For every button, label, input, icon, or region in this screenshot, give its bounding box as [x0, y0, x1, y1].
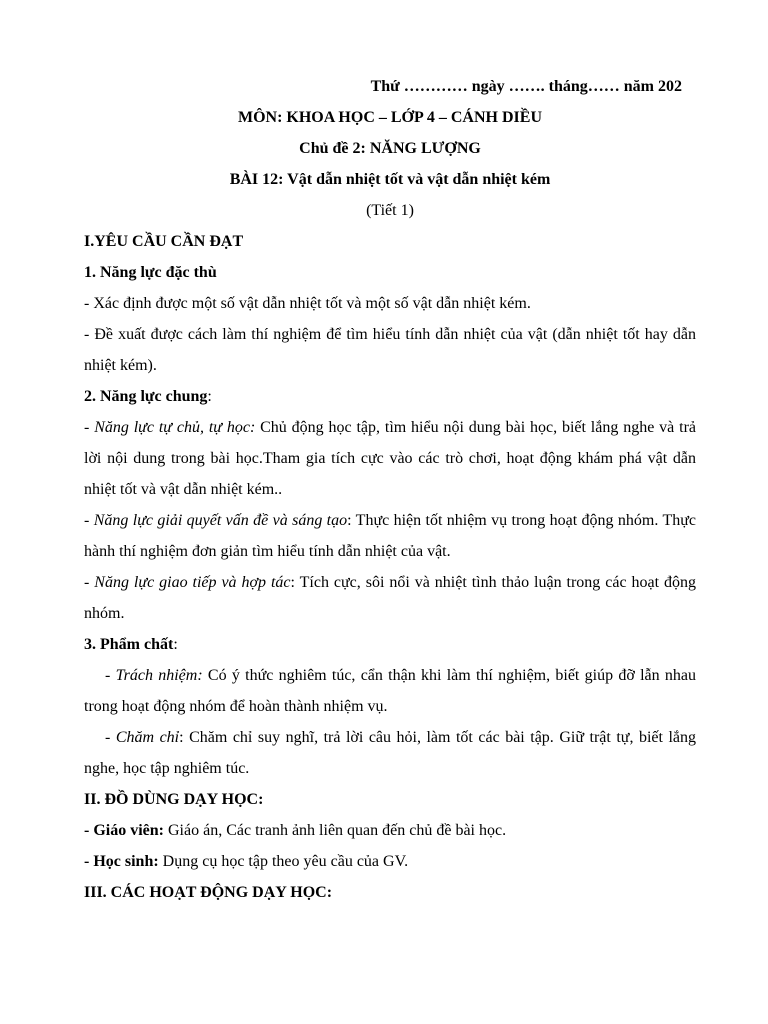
competency-item: - Đề xuất được cách làm thí nghiệm để tìm hiểu tính dẫn nhiệt của vật (dẫn nhiệt tốt hay dẫn nhiệt kém). — [84, 326, 696, 374]
competency-item: - Xác định được một số vật dẫn nhiệt tốt và một số vật dẫn nhiệt kém. — [84, 295, 531, 312]
item-text: : Chăm chỉ suy nghĩ, trả lời câu hỏi, làm tốt các bài tập. Giữ trật tự, biết lắng nghe, học tập nghiêm túc. — [84, 729, 697, 777]
subsection-1-3-title: 3. Phẩm chất — [84, 636, 174, 653]
item-label: Trách nhiệm: — [115, 667, 203, 684]
item-prefix: - — [84, 512, 94, 529]
item-prefix: - — [105, 667, 116, 684]
item-label: Năng lực giao tiếp và hợp tác — [94, 574, 291, 591]
quality-item — [84, 660, 696, 722]
section-3-heading: III. CÁC HOẠT ĐỘNG DẠY HỌC: — [84, 884, 333, 901]
subsection-colon: : — [207, 388, 212, 405]
item-prefix: - — [84, 419, 95, 436]
document-page — [84, 71, 696, 908]
item-label: Năng lực tự chủ, tự học: — [94, 419, 256, 436]
item-text: : Thực hiện tốt nhiệm vụ trong hoạt động nhóm. Thực hành thí nghiệm đơn giản tìm hiểu tính dẫn nhiệt của vật. — [84, 512, 697, 560]
subsection-colon: : — [173, 636, 178, 653]
item-text: Chủ động học tập, tìm hiểu nội dung bài học, biết lắng nghe và trả lời nội dung trong bài học.Tham gia tích cực vào các trò chơi, hoạt động khám phá vật dẫn nhiệt tốt và vật dẫn nhiệt kém.. — [84, 419, 696, 498]
quality-item — [84, 722, 696, 784]
subsection-1-2-heading — [84, 381, 696, 412]
item-label: Chăm chỉ — [115, 729, 180, 746]
subsection-1-2-title: 2. Năng lực chung — [84, 388, 208, 405]
subsection-1-3-heading — [84, 629, 696, 660]
topic-title: Chủ đề 2: NĂNG LƯỢNG — [299, 140, 481, 157]
item-label: - Học sinh: — [84, 853, 159, 870]
item-label: Năng lực giải quyết vấn đề và sáng tạo — [93, 512, 348, 529]
section-2-heading: II. ĐỒ DÙNG DẠY HỌC: — [84, 791, 264, 808]
subject-title: MÔN: KHOA HỌC – LỚP 4 – CÁNH DIỀU — [237, 109, 542, 126]
materials-item — [84, 815, 696, 846]
materials-item — [84, 846, 696, 877]
item-prefix: - — [84, 574, 95, 591]
item-label: - Giáo viên: — [84, 822, 164, 839]
item-text: Có ý thức nghiêm túc, cẩn thận khi làm thí nghiệm, biết giúp đỡ lẫn nhau trong hoạt động nhóm để hoàn thành nhiệm vụ. — [84, 667, 697, 715]
item-prefix: - — [105, 729, 116, 746]
item-text: : Tích cực, sôi nổi và nhiệt tình thảo luận trong các hoạt động nhóm. — [84, 574, 697, 622]
lesson-period: (Tiết 1) — [366, 202, 414, 219]
lesson-title: BÀI 12: Vật dẫn nhiệt tốt và vật dẫn nhiệt kém — [229, 171, 551, 188]
general-competency-item — [84, 567, 696, 629]
date-line: Thứ ………… ngày ……. tháng…… năm 202 — [370, 78, 682, 95]
item-text: Dụng cụ học tập theo yêu cầu của GV. — [158, 853, 409, 870]
item-text: Giáo án, Các tranh ảnh liên quan đến chủ đề bài học. — [164, 822, 507, 839]
general-competency-item — [84, 412, 696, 505]
section-1-heading: I.YÊU CẦU CẦN ĐẠT — [84, 233, 244, 250]
subsection-1-1-heading: 1. Năng lực đặc thù — [84, 264, 217, 281]
general-competency-item — [84, 505, 696, 567]
